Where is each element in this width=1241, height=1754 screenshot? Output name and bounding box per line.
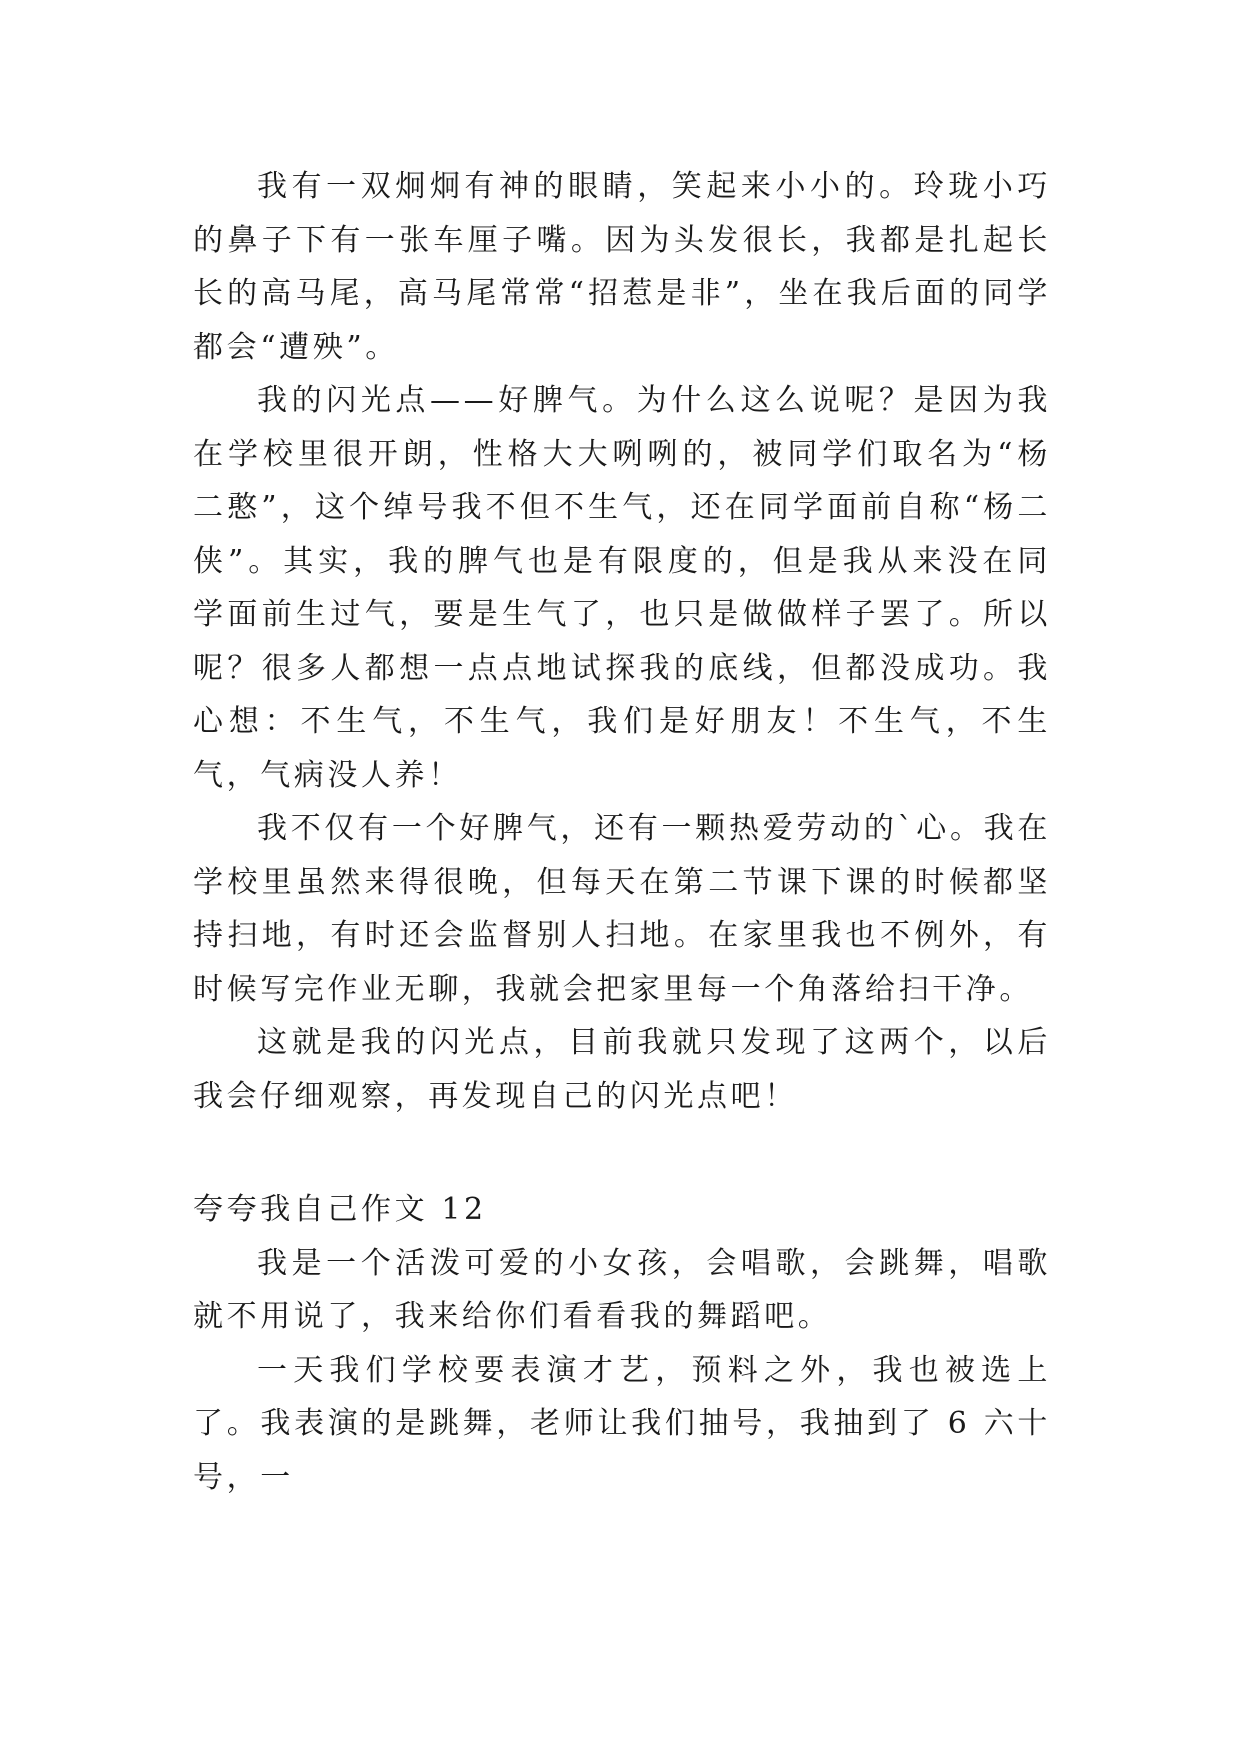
- paragraph: 我是一个活泼可爱的小女孩，会唱歌，会跳舞，唱歌就不用说了，我来给你们看看我的舞蹈吧。: [193, 1245, 1051, 1334]
- paragraph: 我的闪光点——好脾气。为什么这么说呢？是因为我在学校里很开朗，性格大大咧咧的，被同学们取名为“杨二憨”，这个绰号我不但不生气，还在同学面前自称“杨二侠”。其实，我的脾气也是有限度的，但是我从来没在同学面前生过气，要是生气了，也只是做做样子罢了。所以呢？很多人都想一点点地试探我的底线，但都没成功。我心想：不生气，不生气，我们是好朋友！不生气，不生气，气病没人养！: [193, 383, 1051, 793]
- paragraph: 一天我们学校要表演才艺，预料之外，我也被选上了。我表演的是跳舞，老师让我们抽号，我抽到了 6 六十号，一: [193, 1352, 1051, 1495]
- paragraph: 这就是我的闪光点，目前我就只发现了这两个，以后我会仔细观察，再发现自己的闪光点吧！: [193, 1025, 1051, 1114]
- paragraph: 我有一双炯炯有神的眼睛，笑起来小小的。玲珑小巧的鼻子下有一张车厘子嘴。因为头发很长，我都是扎起长长的高马尾，高马尾常常“招惹是非”，坐在我后面的同学都会“遭殃”。: [193, 169, 1051, 365]
- document-body: [193, 160, 1051, 1504]
- paragraph: 我不仅有一个好脾气，还有一颗热爱劳动的`心。我在学校里虽然来得很晚，但每天在第二节课下课的时候都坚持扫地，有时还会监督别人扫地。在家里我也不例外，有时候写完作业无聊，我就会把家里每一个角落给扫干净。: [193, 811, 1051, 1007]
- section-heading: 夸夸我自己作文 12: [193, 1192, 487, 1227]
